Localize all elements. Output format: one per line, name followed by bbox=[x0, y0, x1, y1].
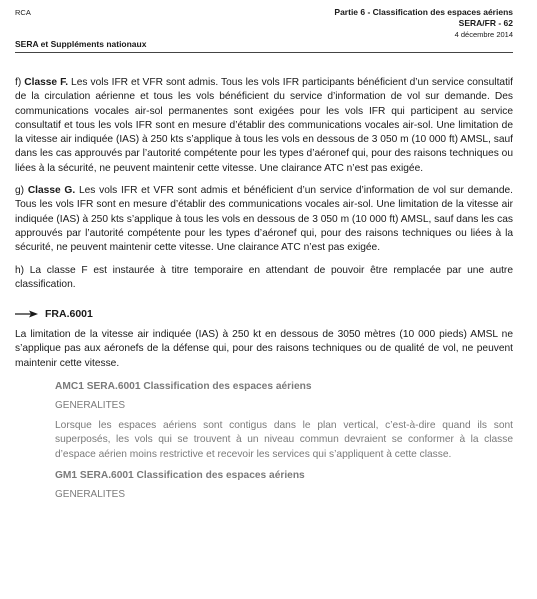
paragraph-g-prefix: g) bbox=[15, 185, 25, 197]
amc-subtitle: GENERALITES bbox=[55, 400, 126, 412]
paragraph-class-f bbox=[15, 76, 513, 176]
paragraph-g-text: Les vols IFR et VFR sont admis et bénéficient d’un service d’information de vol sur demande. Tous les vols IFR sont en mesure d’établir des communications vocales air-sol. Une limitation de la vitesse air indiquée (IAS) à 250 kts s’applique à tous les vols en dessous de 3 050 m (10 000 ft) AMSL, sauf dans les cas approuvés par l’autorité compétente pour les types d’aéronef qui, pour des raisons techniques ou liées à la sécurité, ne peuvent maintenir cette vitesse. Une clairance ATC n’est pas exigée. bbox=[15, 185, 513, 254]
paragraph-class-g bbox=[15, 184, 513, 255]
section-heading-fra6001 bbox=[15, 308, 513, 320]
paragraph-f-label: Classe F. bbox=[24, 77, 69, 88]
section-heading-text: FRA.6001 bbox=[45, 308, 93, 321]
page-header bbox=[15, 4, 513, 48]
header-page-ref: SERA/FR - 62 bbox=[458, 18, 513, 28]
gm-title: GM1 SERA.6001 Classification des espaces aériens bbox=[55, 469, 305, 481]
paragraph-h: h) La classe F est instaurée à titre temporaire en attendant de pouvoir être remplacée par une autre classification. bbox=[15, 264, 513, 290]
paragraph-f-text: Les vols IFR et VFR sont admis. Tous les vols IFR participants bénéficient d’un service consultatif de la circulation aérienne et tous les vols bénéficient du service d’information de vol sur demande. Des communications vocales air-sol permanentes sont exigées pour les vols IFR qui participent au service consultatif et tous les vols IFR sont en mesure d’établir des communications vocales air-sol. Une limitation de la vitesse air indiquée (IAS) à 250 kts s’applique à tous les vols en dessous de 3 050 m (10 000 ft) AMSL, sauf dans les cas approuvés par l’autorité compétente pour les types d’aéronef qui, pour des raisons techniques ou liées à la sécurité, ne peuvent maintenir cette vitesse. Une clairance ATC n’est pas exigée. bbox=[15, 77, 513, 174]
header-doc-title: SERA et Suppléments nationaux bbox=[15, 39, 147, 49]
amc-title: AMC1 SERA.6001 Classification des espaces aériens bbox=[55, 381, 312, 393]
paragraph-fra6001: La limitation de la vitesse air indiquée (IAS) à 250 kt en dessous de 3050 mètres (10 000 pieds) AMSL ne s’applique pas aux aéronefs de la défense qui, pour des raisons techniques ou de qualité de vol, ne peuvent maintenir cette vitesse. bbox=[15, 329, 513, 369]
header-part-title: Partie 6 - Classification des espaces aériens bbox=[334, 7, 513, 17]
header-date: 4 décembre 2014 bbox=[454, 30, 513, 39]
header-divider bbox=[15, 52, 513, 53]
arrow-right-icon bbox=[15, 309, 39, 319]
page-content bbox=[15, 76, 513, 508]
gm-subtitle: GENERALITES bbox=[55, 488, 126, 500]
amc-paragraph: Lorsque les espaces aériens sont contigus dans le plan vertical, c’est-à-dire quand ils sont superposés, les vols qui se trouvent à un niveau commun devraient se conformer à la classe d’espace aérien moins restrictive et recevoir les services qui s’appliquent à cette classe. bbox=[55, 420, 513, 460]
paragraph-f-prefix: f) bbox=[15, 77, 22, 88]
header-org: RCA bbox=[15, 8, 31, 17]
header-right bbox=[334, 7, 513, 40]
paragraph-g-label: Classe G. bbox=[27, 185, 76, 197]
amc-block bbox=[15, 381, 513, 500]
